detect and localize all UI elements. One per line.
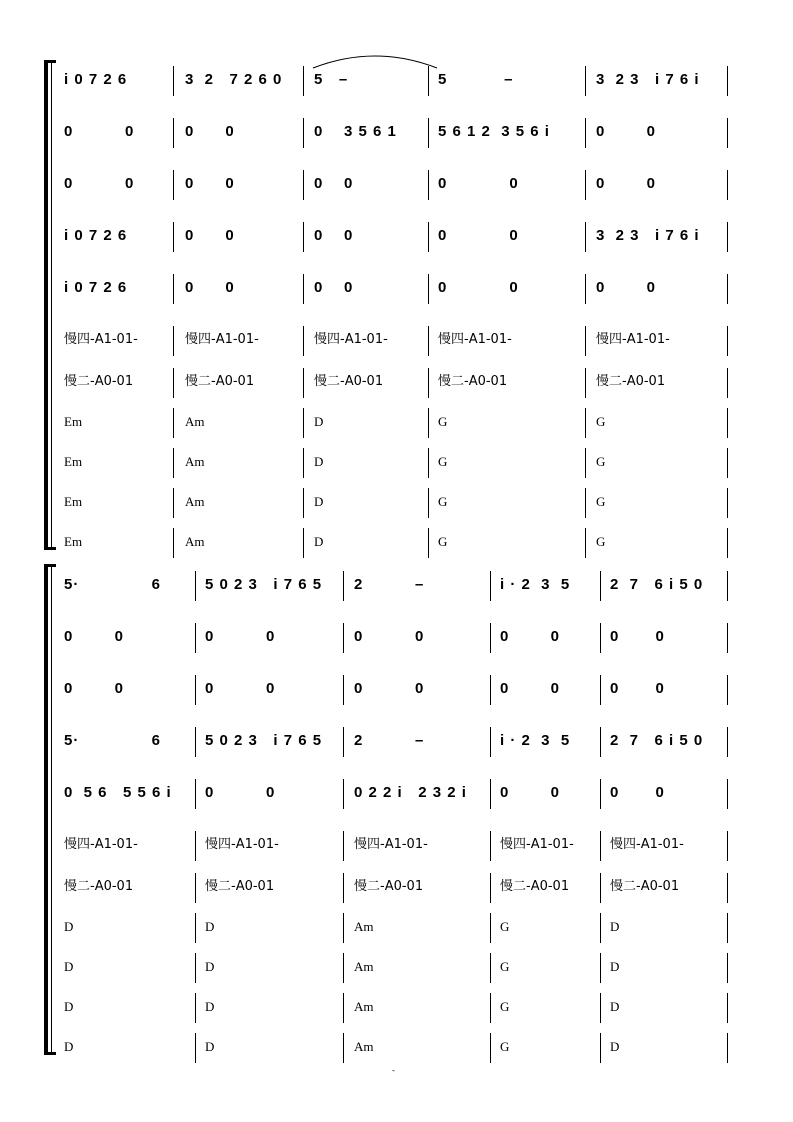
score-row: [0, 227, 793, 276]
bar-line: [600, 779, 601, 809]
note-group: 0 0: [596, 175, 657, 192]
chord-symbol: D: [205, 919, 215, 934]
bar-line: [600, 727, 601, 757]
bar-line: [173, 66, 174, 96]
rhythm-code: 慢二-A0-01: [205, 879, 275, 894]
bar-line: [428, 408, 429, 438]
note-group: 5· 6: [64, 576, 162, 593]
bar-line: [195, 675, 196, 705]
bar-line: [490, 727, 491, 757]
bar-line: [727, 779, 728, 809]
bar-line: [303, 118, 304, 148]
chord-symbol: G: [438, 534, 448, 549]
bar-line: [727, 408, 728, 438]
chord-symbol: D: [610, 919, 620, 934]
note-group: 5 0 2 3 i 7 6 5: [205, 732, 323, 749]
chord-symbol: G: [596, 534, 606, 549]
note-group: 2 7 6 i 5 0: [610, 732, 704, 749]
score-row: [0, 784, 793, 833]
rhythm-code: 慢二-A0-01: [438, 374, 508, 389]
bar-line: [428, 528, 429, 558]
note-group: 0 0: [354, 680, 425, 697]
score-row: [0, 454, 793, 502]
note-group: i · 2 3 5: [500, 576, 571, 593]
bar-line: [195, 953, 196, 983]
bar-line: [343, 873, 344, 903]
score-row: [0, 71, 793, 120]
chord-symbol: D: [610, 999, 620, 1014]
bar-line: [600, 571, 601, 601]
bar-line: [173, 368, 174, 398]
bar-line: [173, 326, 174, 356]
bar-line: [303, 448, 304, 478]
rhythm-code: 慢四-A1-01-: [438, 332, 512, 347]
chord-symbol: G: [438, 414, 448, 429]
bar-line: [343, 1033, 344, 1063]
chord-symbol: D: [314, 454, 324, 469]
chord-symbol: D: [314, 414, 324, 429]
bar-line: [428, 274, 429, 304]
bar-line: [428, 326, 429, 356]
chord-symbol: Am: [185, 414, 205, 429]
score-row: [0, 732, 793, 781]
score-row: [0, 879, 793, 927]
note-group: 0 0: [596, 123, 657, 140]
bar-line: [195, 831, 196, 861]
chord-symbol: G: [438, 454, 448, 469]
bar-line: [428, 66, 429, 96]
note-group: 0 0: [185, 123, 235, 140]
bar-line: [428, 488, 429, 518]
bar-line: [727, 993, 728, 1023]
bar-line: [585, 170, 586, 200]
bar-line: [600, 1033, 601, 1063]
note-group: 0 0: [64, 175, 135, 192]
bar-line: [303, 66, 304, 96]
note-group: 0 0: [185, 175, 235, 192]
score-row: [0, 494, 793, 542]
chord-symbol: Am: [185, 534, 205, 549]
chord-symbol: G: [596, 494, 606, 509]
chord-symbol: D: [610, 1039, 620, 1054]
bar-line: [173, 274, 174, 304]
bar-line: [727, 528, 728, 558]
bar-line: [600, 623, 601, 653]
bar-line: [585, 368, 586, 398]
bar-line: [173, 488, 174, 518]
score-row: [0, 576, 793, 625]
bar-line: [727, 727, 728, 757]
chord-symbol: D: [314, 534, 324, 549]
bar-line: [600, 993, 601, 1023]
bar-line: [585, 274, 586, 304]
bar-line: [195, 779, 196, 809]
note-group: 0 0: [205, 628, 276, 645]
chord-symbol: D: [64, 919, 74, 934]
bar-line: [303, 408, 304, 438]
note-group: 0 0: [438, 279, 519, 296]
chord-symbol: D: [64, 1039, 74, 1054]
bar-line: [727, 448, 728, 478]
note-group: 0 0: [596, 279, 657, 296]
chord-symbol: Am: [354, 1039, 374, 1054]
bar-line: [173, 222, 174, 252]
chord-symbol: G: [596, 454, 606, 469]
bar-line: [585, 408, 586, 438]
score-row: [0, 123, 793, 172]
note-group: 0 0: [314, 227, 354, 244]
score-row: [0, 680, 793, 729]
note-group: 0 2 2 i 2 3 2 i: [354, 784, 467, 801]
bar-line: [195, 913, 196, 943]
rhythm-code: 慢二-A0-01: [354, 879, 424, 894]
bar-line: [173, 118, 174, 148]
chord-symbol: Em: [64, 534, 83, 549]
bar-line: [727, 675, 728, 705]
rhythm-code: 慢四-A1-01-: [610, 837, 684, 852]
rhythm-code: 慢四-A1-01-: [205, 837, 279, 852]
bar-line: [490, 779, 491, 809]
bar-line: [195, 623, 196, 653]
rhythm-code: 慢二-A0-01: [596, 374, 666, 389]
bar-line: [428, 170, 429, 200]
score-row: [0, 919, 793, 967]
chord-symbol: G: [500, 999, 510, 1014]
bar-line: [195, 1033, 196, 1063]
note-group: 0 0: [500, 680, 561, 697]
note-group: 0 0: [185, 227, 235, 244]
bar-line: [727, 831, 728, 861]
rhythm-code: 慢四-A1-01-: [500, 837, 574, 852]
note-group: 3 2 3 i 7 6 i: [596, 227, 700, 244]
chord-symbol: D: [64, 999, 74, 1014]
bar-line: [195, 571, 196, 601]
bar-line: [303, 274, 304, 304]
note-group: 2 –: [354, 732, 425, 749]
bar-line: [727, 623, 728, 653]
score-row: [0, 1039, 793, 1087]
bar-line: [585, 488, 586, 518]
bar-line: [428, 118, 429, 148]
bar-line: [173, 448, 174, 478]
note-group: 5 –: [438, 71, 514, 88]
score-row: [0, 414, 793, 462]
bar-line: [585, 66, 586, 96]
note-group: 0 0: [610, 784, 665, 801]
note-group: 0 0: [610, 680, 665, 697]
note-group: i 0 7 2 6: [64, 227, 128, 244]
bar-line: [727, 170, 728, 200]
rhythm-code: 慢四-A1-01-: [64, 332, 138, 347]
bar-line: [343, 831, 344, 861]
chord-symbol: D: [314, 494, 324, 509]
note-group: 5 6 1 2 3 5 6 i: [438, 123, 550, 140]
bar-line: [195, 873, 196, 903]
note-group: i 0 7 2 6: [64, 279, 128, 296]
note-group: i · 2 3 5: [500, 732, 571, 749]
note-group: 0 0: [438, 227, 519, 244]
note-group: 3 2 3 i 7 6 i: [596, 71, 700, 88]
chord-symbol: Em: [64, 494, 83, 509]
page-number: -: [392, 1066, 395, 1075]
note-group: 0 0: [205, 784, 276, 801]
bar-line: [303, 368, 304, 398]
note-group: 0 0: [500, 628, 561, 645]
rhythm-code: 慢二-A0-01: [610, 879, 680, 894]
bar-line: [490, 953, 491, 983]
bar-line: [585, 326, 586, 356]
note-group: 0 0: [438, 175, 519, 192]
bar-line: [600, 873, 601, 903]
score-row: [0, 279, 793, 328]
bar-line: [727, 873, 728, 903]
bar-line: [727, 326, 728, 356]
rhythm-code: 慢二-A0-01: [64, 374, 134, 389]
note-group: 2 –: [354, 576, 425, 593]
bar-line: [343, 913, 344, 943]
note-group: 0 0: [205, 680, 276, 697]
bar-line: [727, 274, 728, 304]
bar-line: [428, 368, 429, 398]
chord-symbol: D: [205, 959, 215, 974]
bar-line: [343, 571, 344, 601]
note-group: 0 3 5 6 1: [314, 123, 397, 140]
bar-line: [600, 831, 601, 861]
rhythm-code: 慢二-A0-01: [64, 879, 134, 894]
bar-line: [727, 1033, 728, 1063]
bar-line: [490, 913, 491, 943]
bar-line: [490, 1033, 491, 1063]
bar-line: [490, 623, 491, 653]
note-group: 0 0: [314, 175, 354, 192]
note-group: 5 0 2 3 i 7 6 5: [205, 576, 323, 593]
note-group: 0 0: [64, 123, 135, 140]
bar-line: [727, 571, 728, 601]
note-group: 3 2 7 2 6 0: [185, 71, 283, 88]
bar-line: [428, 448, 429, 478]
bar-line: [490, 993, 491, 1023]
bar-line: [195, 993, 196, 1023]
note-group: 0 0: [314, 279, 354, 296]
bar-line: [727, 488, 728, 518]
rhythm-code: 慢二-A0-01: [185, 374, 255, 389]
rhythm-code: 慢四-A1-01-: [64, 837, 138, 852]
bar-line: [585, 448, 586, 478]
chord-symbol: Am: [354, 959, 374, 974]
rhythm-code: 慢二-A0-01: [314, 374, 384, 389]
bar-line: [303, 528, 304, 558]
bar-line: [600, 913, 601, 943]
chord-symbol: Em: [64, 454, 83, 469]
bar-line: [727, 368, 728, 398]
bar-line: [490, 873, 491, 903]
note-group: 0 0: [354, 628, 425, 645]
bar-line: [727, 222, 728, 252]
bar-line: [173, 170, 174, 200]
bar-line: [727, 913, 728, 943]
rhythm-code: 慢四-A1-01-: [354, 837, 428, 852]
rhythm-code: 慢二-A0-01: [500, 879, 570, 894]
bar-line: [585, 222, 586, 252]
note-group: 0 0: [64, 680, 125, 697]
bar-line: [343, 727, 344, 757]
bar-line: [303, 488, 304, 518]
bar-line: [727, 953, 728, 983]
bar-line: [343, 675, 344, 705]
bar-line: [600, 675, 601, 705]
bar-line: [490, 831, 491, 861]
note-group: 0 0: [185, 279, 235, 296]
chord-symbol: G: [500, 919, 510, 934]
note-group: i 0 7 2 6: [64, 71, 128, 88]
bar-line: [428, 222, 429, 252]
chord-symbol: D: [205, 999, 215, 1014]
score-row: [0, 959, 793, 1007]
note-group: 2 7 6 i 5 0: [610, 576, 704, 593]
score-row: [0, 374, 793, 422]
bar-line: [343, 953, 344, 983]
bar-line: [490, 571, 491, 601]
chord-symbol: G: [596, 414, 606, 429]
chord-symbol: G: [500, 959, 510, 974]
chord-symbol: Am: [185, 494, 205, 509]
note-group: 0 0: [64, 628, 125, 645]
bar-line: [727, 118, 728, 148]
bar-line: [303, 170, 304, 200]
score-row: [0, 999, 793, 1047]
rhythm-code: 慢四-A1-01-: [314, 332, 388, 347]
bar-line: [727, 66, 728, 96]
chord-symbol: D: [610, 959, 620, 974]
bar-line: [343, 623, 344, 653]
bar-line: [585, 528, 586, 558]
note-group: 5· 6: [64, 732, 162, 749]
chord-symbol: Am: [354, 919, 374, 934]
note-group: 5 –: [314, 71, 349, 88]
chord-symbol: Am: [185, 454, 205, 469]
bracket-top-hook: [44, 60, 56, 63]
chord-symbol: D: [64, 959, 74, 974]
score-row: [0, 628, 793, 677]
bar-line: [173, 528, 174, 558]
chord-symbol: Am: [354, 999, 374, 1014]
chord-symbol: D: [205, 1039, 215, 1054]
bar-line: [195, 727, 196, 757]
bar-line: [585, 118, 586, 148]
rhythm-code: 慢四-A1-01-: [596, 332, 670, 347]
score-row: [0, 175, 793, 224]
note-group: 0 5 6 5 5 6 i: [64, 784, 172, 801]
chord-symbol: G: [500, 1039, 510, 1054]
bar-line: [303, 222, 304, 252]
note-group: 0 0: [610, 628, 665, 645]
bar-line: [343, 993, 344, 1023]
bar-line: [600, 953, 601, 983]
rhythm-code: 慢四-A1-01-: [185, 332, 259, 347]
bar-line: [173, 408, 174, 438]
bar-line: [303, 326, 304, 356]
chord-symbol: G: [438, 494, 448, 509]
bar-line: [343, 779, 344, 809]
chord-symbol: Em: [64, 414, 83, 429]
bar-line: [490, 675, 491, 705]
note-group: 0 0: [500, 784, 561, 801]
